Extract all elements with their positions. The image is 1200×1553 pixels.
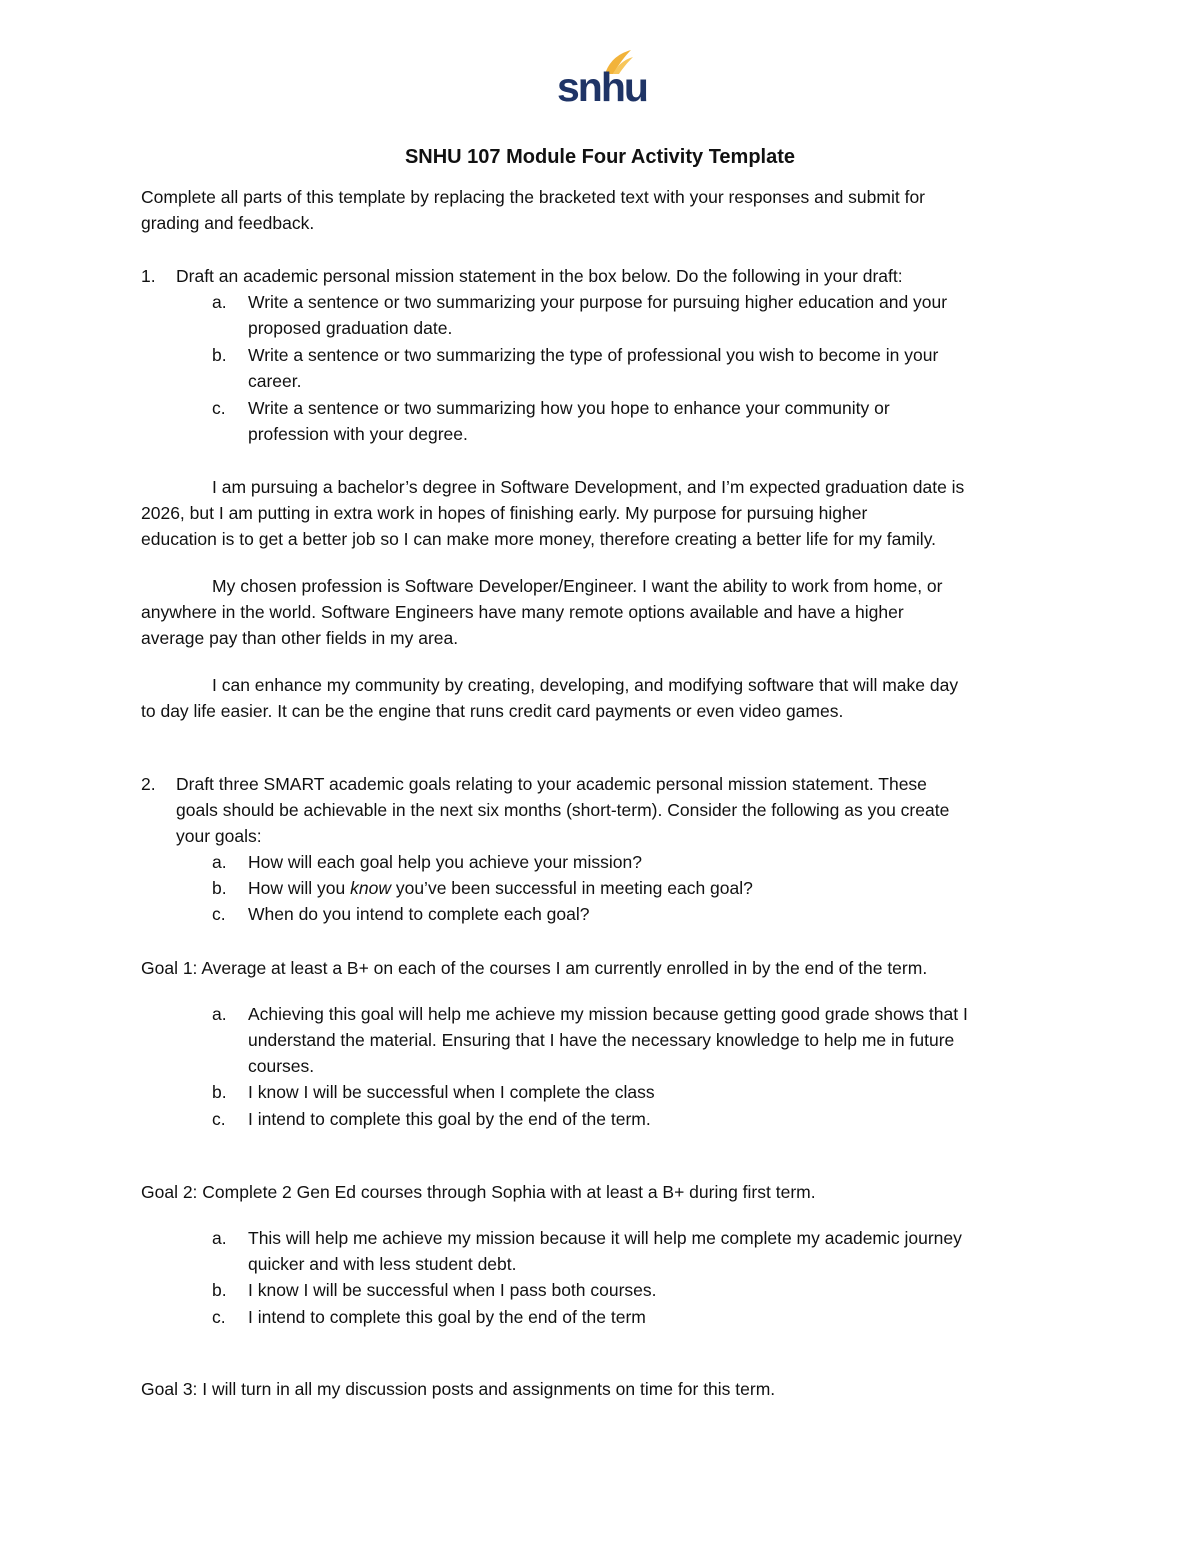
goal1-heading: Goal 1: Average at least a B+ on each of the courses I am currently enrolled in by the end of the term. (141, 958, 928, 978)
mission-p2-line-1: My chosen profession is Software Developer/Engineer. I want the ability to work from home, or (212, 576, 943, 596)
goal1-a-line-1: Achieving this goal will help me achieve my mission because getting good grade shows that I (248, 1004, 968, 1024)
mission-p3-line-2: to day life easier. It can be the engine that runs credit card payments or even video games. (141, 701, 844, 721)
q2-item-b-pre: How will you (248, 878, 351, 898)
q2-item-a-letter: a. (212, 852, 227, 872)
goal1-a-line-2: understand the material. Ensuring that I have the necessary knowledge to help me in future (248, 1030, 955, 1050)
q1-item-b-letter: b. (212, 345, 227, 365)
q2-line-2: goals should be achievable in the next six months (short-term). Consider the following as you create (176, 800, 950, 820)
goal2-heading: Goal 2: Complete 2 Gen Ed courses through Sophia with at least a B+ during first term. (141, 1182, 816, 1202)
goal2-b-text: I know I will be successful when I pass both courses. (248, 1280, 657, 1300)
goal2-b-letter: b. (212, 1280, 227, 1300)
q2-item-b-emphasis: know (350, 878, 391, 898)
page-title: SNHU 107 Module Four Activity Template (404, 146, 796, 168)
q2-item-b-letter: b. (212, 878, 227, 898)
q1-number: 1. (141, 266, 156, 286)
snhu-logo (553, 48, 647, 110)
q2-item-a-text: How will each goal help you achieve your mission? (248, 852, 642, 872)
q2-line-1: Draft three SMART academic goals relating to your academic personal mission statement. These (176, 774, 927, 794)
q2-line-3: your goals: (176, 826, 262, 846)
q2-number: 2. (141, 774, 156, 794)
goal2-c-text: I intend to complete this goal by the end of the term (248, 1307, 646, 1327)
q2-item-b-text (248, 875, 753, 901)
intro-line-1: Complete all parts of this template by replacing the bracketed text with your responses and submit for (141, 187, 926, 207)
q1-item-c-line-1: Write a sentence or two summarizing how you hope to enhance your community or (248, 398, 890, 418)
q1-item-a-line-1: Write a sentence or two summarizing your purpose for pursuing higher education and your (248, 292, 948, 312)
q1-item-a-letter: a. (212, 292, 227, 312)
mission-p3-line-1: I can enhance my community by creating, developing, and modifying software that will make day (212, 675, 959, 695)
q1-item-b-line-1: Write a sentence or two summarizing the type of professional you wish to become in your (248, 345, 939, 365)
q2-item-c-letter: c. (212, 904, 226, 924)
goal1-b-letter: b. (212, 1082, 227, 1102)
logo-wordmark: snhu (557, 64, 647, 110)
goal2-a-line-2: quicker and with less student debt. (248, 1254, 517, 1274)
goal1-a-line-3: courses. (248, 1056, 315, 1076)
mission-p2-line-2: anywhere in the world. Software Engineers have many remote options available and have a higher (141, 602, 904, 622)
q1-text: Draft an academic personal mission statement in the box below. Do the following in your draft: (176, 266, 903, 286)
q2-item-b-post: you’ve been successful in meeting each goal? (390, 878, 753, 898)
q1-item-c-letter: c. (212, 398, 226, 418)
q1-item-b-line-2: career. (248, 371, 302, 391)
goal2-a-line-1: This will help me achieve my mission because it will help me complete my academic journey (248, 1228, 962, 1248)
intro-line-2: grading and feedback. (141, 213, 315, 233)
q1-item-c-line-2: profession with your degree. (248, 424, 468, 444)
goal2-c-letter: c. (212, 1307, 226, 1327)
mission-p1-line-2: 2026, but I am putting in extra work in hopes of finishing early. My purpose for pursuing higher (141, 503, 868, 523)
q2-item-c-text: When do you intend to complete each goal? (248, 904, 590, 924)
goal1-b-text: I know I will be successful when I complete the class (248, 1082, 655, 1102)
mission-p1-line-1: I am pursuing a bachelor’s degree in Software Development, and I’m expected graduation date is (212, 477, 965, 497)
goal1-a-letter: a. (212, 1004, 227, 1024)
goal1-c-text: I intend to complete this goal by the end of the term. (248, 1109, 651, 1129)
goal1-c-letter: c. (212, 1109, 226, 1129)
mission-p1-line-3: education is to get a better job so I can make more money, therefore creating a better life for my family. (141, 529, 937, 549)
mission-p2-line-3: average pay than other fields in my area. (141, 628, 459, 648)
q1-item-a-line-2: proposed graduation date. (248, 318, 453, 338)
goal3-heading: Goal 3: I will turn in all my discussion posts and assignments on time for this term. (141, 1379, 776, 1399)
goal2-a-letter: a. (212, 1228, 227, 1248)
